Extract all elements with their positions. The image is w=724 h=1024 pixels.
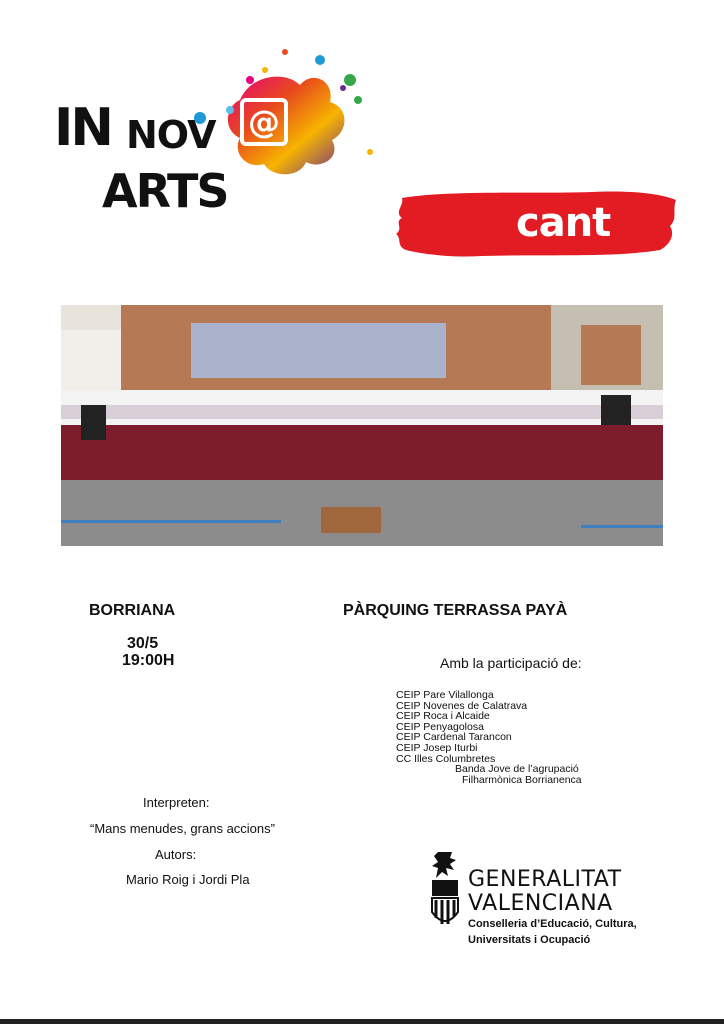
- authors-value: Mario Roig i Jordi Pla: [126, 872, 250, 887]
- logo-nov: NOV: [126, 113, 216, 157]
- event-date: 30/5: [127, 635, 159, 652]
- participant-item: CEIP Josep Iturbi: [396, 741, 478, 754]
- photo-illustration: [61, 305, 663, 546]
- logo-in: IN: [54, 98, 111, 158]
- logo-arts: ARTS: [102, 164, 228, 218]
- cant-banner: [392, 188, 680, 264]
- band-line-2: Filharmònica Borrianenca: [462, 773, 582, 786]
- generalitat-line-2: VALENCIANA: [468, 891, 613, 916]
- innovarts-logo: [50, 40, 380, 240]
- generalitat-name: [468, 868, 622, 916]
- generalitat-line-1: GENERALITAT: [468, 867, 622, 892]
- event-city: BORRIANA: [89, 602, 176, 619]
- performers-label: Interpreten:: [143, 795, 210, 810]
- participation-label: Amb la participació de:: [440, 655, 582, 671]
- generalitat-crest-icon: [428, 850, 462, 930]
- participant-item: CEIP Penyagolosa: [396, 720, 484, 733]
- event-time: 19:00H: [122, 652, 175, 669]
- band-line-1: Banda Jove de l’agrupació: [455, 763, 579, 776]
- choir-group-photo: [61, 305, 663, 546]
- department-line-1: Conselleria d’Educació, Cultura,: [468, 918, 637, 930]
- event-venue: PÀRQUING TERRASSA PAYÀ: [343, 602, 568, 619]
- logo-at: @: [240, 98, 288, 146]
- participant-item: CEIP Roca i Alcaide: [396, 710, 490, 723]
- participant-item: CEIP Pare Vilallonga: [396, 689, 494, 701]
- generalitat-department: [468, 916, 637, 948]
- participants-list: [396, 690, 582, 785]
- cant-label: cant: [516, 200, 611, 246]
- participant-item: CEIP Cardenal Tarancon: [396, 731, 512, 744]
- participant-item: CC Illes Columbretes: [396, 752, 496, 765]
- participant-item: CEIP Novenes de Calatrava: [396, 699, 528, 712]
- performers-value: “Mans menudes, grans accions”: [90, 821, 275, 836]
- authors-label: Autors:: [155, 847, 197, 862]
- bottom-divider: [0, 1019, 724, 1024]
- department-line-2: Universitats i Ocupació: [468, 934, 591, 946]
